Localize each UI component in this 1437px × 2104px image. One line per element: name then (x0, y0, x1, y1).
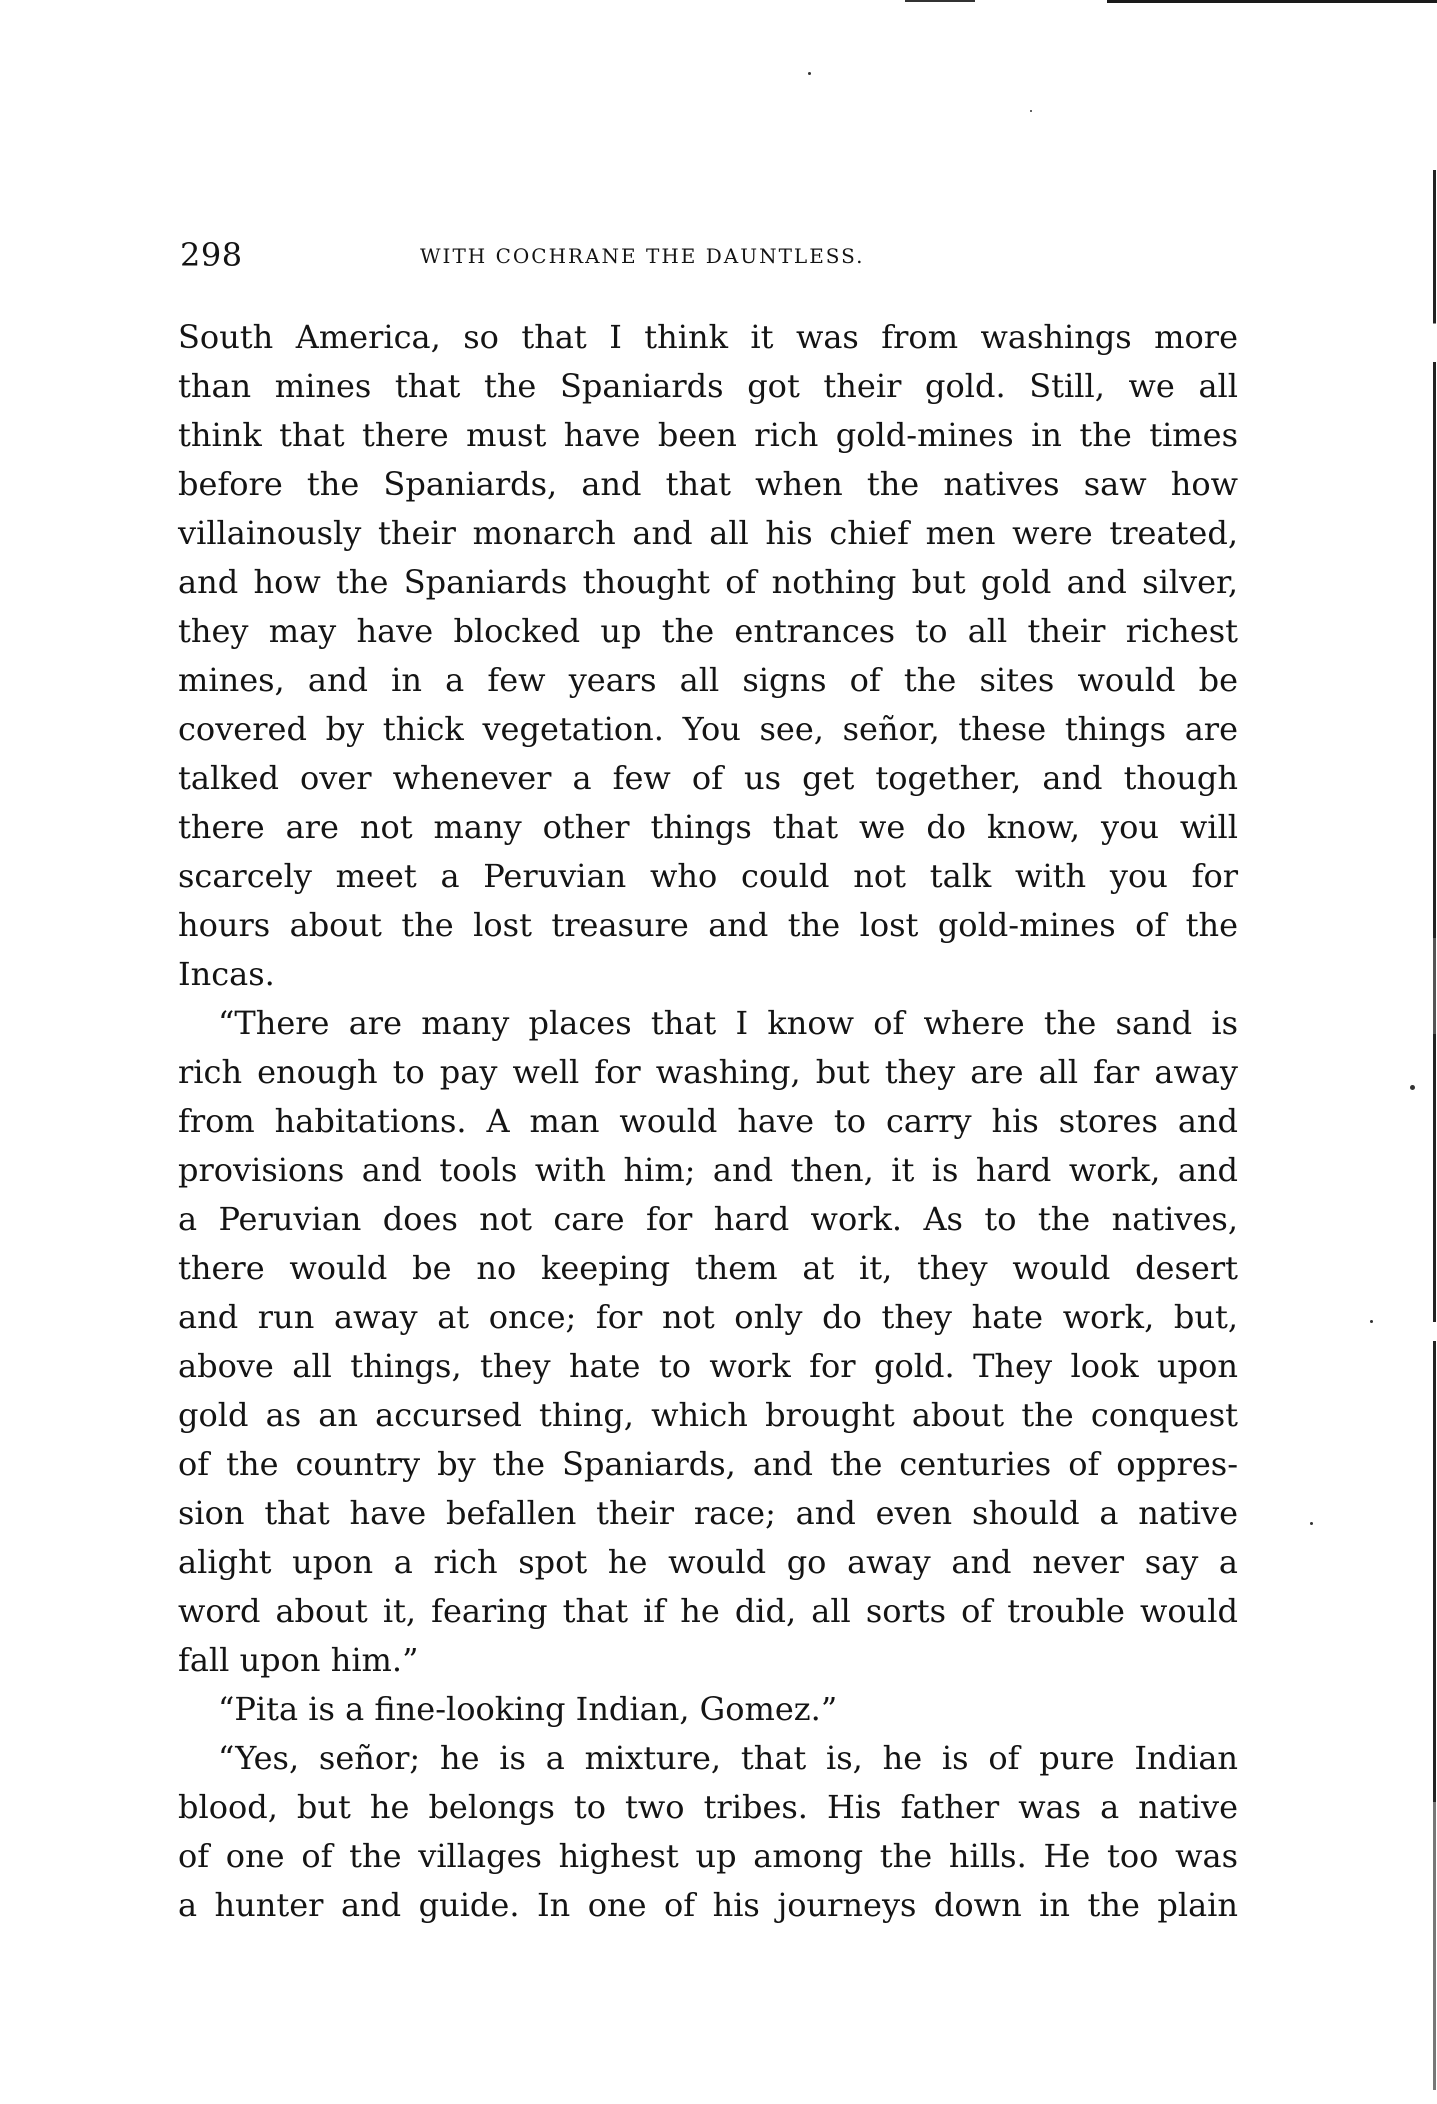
text-line: a hunter and guide. In one of his journeys down in the plain (178, 1886, 1238, 1924)
text-line: there would be no keeping them at it, they would desert (178, 1249, 1238, 1287)
text-line: scarcely meet a Peruvian who could not talk with you for (178, 857, 1238, 895)
text-line: from habitations. A man would have to carry his stores and (178, 1102, 1238, 1140)
text-line: “There are many places that I know of where the sand is (218, 1004, 1238, 1042)
text-line: talked over whenever a few of us get together, and though (178, 759, 1238, 797)
scan-edge-top-fragment (905, 0, 975, 2)
text-line: villainously their monarch and all his chief men were treated, (178, 514, 1238, 552)
text-line: they may have blocked up the entrances to all their richest (178, 612, 1238, 650)
page-header (180, 236, 1238, 276)
scan-speck (1370, 1320, 1373, 1323)
scan-speck (1030, 110, 1032, 112)
text-line: “Yes, señor; he is a mixture, that is, he is of pure Indian (218, 1739, 1238, 1777)
scan-speck (808, 72, 811, 75)
text-line: and run away at once; for not only do they hate work, but, (178, 1298, 1238, 1336)
text-line: before the Spaniards, and that when the natives saw how (178, 465, 1238, 503)
text-line: “Pita is a fine-looking Indian, Gomez.” (218, 1690, 838, 1728)
text-line: above all things, they hate to work for gold. They look upon (178, 1347, 1238, 1385)
text-line: alight upon a rich spot he would go away and never say a (178, 1543, 1238, 1581)
text-line: rich enough to pay well for washing, but they are all far away (178, 1053, 1238, 1091)
text-line: word about it, fearing that if he did, all sorts of trouble would (178, 1592, 1238, 1630)
text-line: and how the Spaniards thought of nothing but gold and silver, (178, 563, 1238, 601)
text-line: fall upon him.” (178, 1641, 419, 1679)
scan-edge-right (1433, 170, 1436, 2090)
text-line: think that there must have been rich gold-mines in the times (178, 416, 1238, 454)
text-line: provisions and tools with him; and then, it is hard work, and (178, 1151, 1238, 1189)
body-text (178, 313, 1238, 1930)
text-line: there are not many other things that we do know, you will (178, 808, 1238, 846)
text-line: Incas. (178, 955, 275, 993)
text-line: sion that have befallen their race; and even should a native (178, 1494, 1238, 1532)
text-line: mines, and in a few years all signs of the sites would be (178, 661, 1238, 699)
scan-speck (1410, 1085, 1415, 1090)
text-line: blood, but he belongs to two tribes. His father was a native (178, 1788, 1238, 1826)
text-line: a Peruvian does not care for hard work. As to the natives, (178, 1200, 1238, 1238)
scan-edge-top (1107, 0, 1437, 3)
page-number: 298 (180, 236, 243, 274)
text-line: covered by thick vegetation. You see, señor, these things are (178, 710, 1238, 748)
text-line: hours about the lost treasure and the lost gold-mines of the (178, 906, 1238, 944)
text-line: of one of the villages highest up among the hills. He too was (178, 1837, 1238, 1875)
text-line: than mines that the Spaniards got their gold. Still, we all (178, 367, 1238, 405)
text-line: of the country by the Spaniards, and the centuries of oppres- (178, 1445, 1238, 1483)
text-line: gold as an accursed thing, which brought about the conquest (178, 1396, 1238, 1434)
scan-speck (1310, 1522, 1313, 1525)
text-line: South America, so that I think it was from washings more (178, 318, 1238, 356)
running-title: WITH COCHRANE THE DAUNTLESS. (420, 244, 865, 268)
